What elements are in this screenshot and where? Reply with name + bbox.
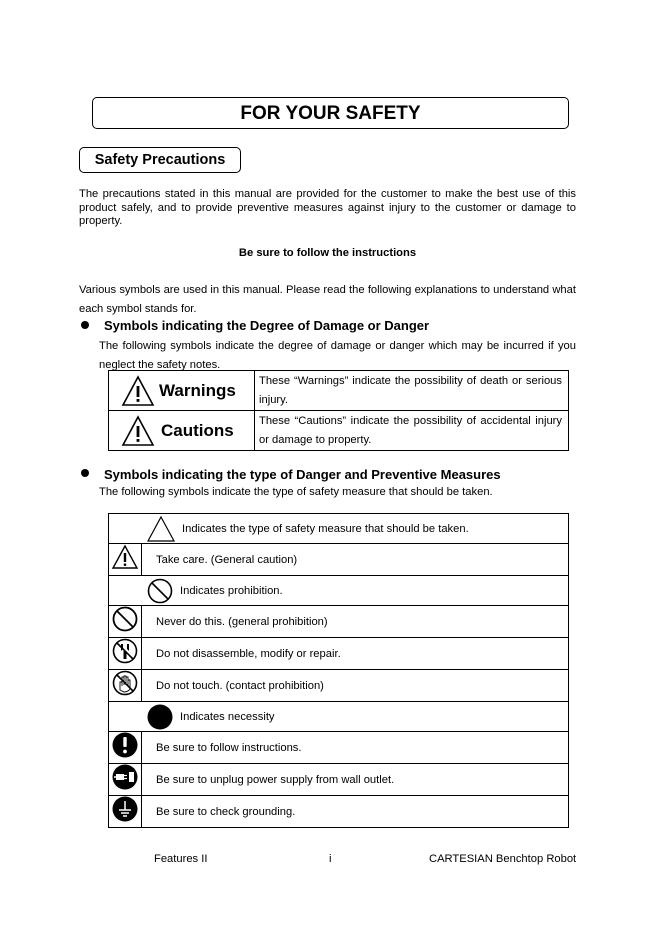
symbol-table: [108, 513, 569, 828]
table-row: [109, 796, 569, 828]
table-row: [109, 638, 569, 670]
page-title: FOR YOUR SAFETY: [92, 97, 569, 129]
table-row: [109, 606, 569, 638]
row-text: Be sure to check grounding.: [142, 796, 569, 828]
row-text: Indicates necessity: [180, 710, 275, 723]
row-text: Be sure to follow instructions.: [142, 732, 569, 764]
table-row: [109, 732, 569, 764]
triangle-outline-icon: [146, 515, 176, 543]
unplug-icon: [111, 764, 139, 790]
row-text: Do not disassemble, modify or repair.: [142, 638, 569, 670]
degree-heading: Symbols indicating the Degree of Damage or Danger: [104, 318, 430, 333]
grounding-icon: [111, 796, 139, 822]
table-row: [109, 514, 569, 544]
symbols-intro-paragraph: Various symbols are used in this manual. Please read the following explanations to understand what each symbol stands for.: [79, 284, 576, 315]
intro-paragraph: The precautions stated in this manual are provided for the customer to make the best use of this product safely, and to provide preventive measures against injury to the customer or damage to property.: [79, 188, 576, 227]
caution-triangle-icon: [121, 415, 155, 447]
footer-page-number: i: [329, 853, 332, 865]
no-disassembly-icon: [111, 638, 139, 664]
table-row: [109, 576, 569, 606]
type-heading: Symbols indicating the type of Danger and Preventive Measures: [104, 467, 501, 482]
general-caution-icon: [111, 544, 139, 570]
table-row: [109, 764, 569, 796]
cautions-label: Cautions: [161, 420, 234, 440]
row-text: Do not touch. (contact prohibition): [142, 670, 569, 702]
table-row: [109, 670, 569, 702]
bullet-icon: [81, 469, 89, 477]
warning-triangle-icon: [121, 375, 155, 407]
general-prohibition-icon: [111, 606, 139, 632]
footer-right: CARTESIAN Benchtop Robot: [429, 853, 577, 865]
warnings-label: Warnings: [159, 380, 236, 400]
no-touch-icon: [111, 670, 139, 696]
warnings-row: [109, 371, 569, 411]
row-text: Indicates prohibition.: [180, 584, 283, 597]
table-row: [109, 702, 569, 732]
row-text: Never do this. (general prohibition): [142, 606, 569, 638]
prohibition-outline-icon: [146, 578, 174, 604]
follow-heading: Be sure to follow the instructions: [238, 247, 417, 259]
row-text: Take care. (General caution): [142, 544, 569, 576]
degree-table: [108, 370, 569, 451]
type-text: The following symbols indicate the type of safety measure that should be taken.: [99, 486, 493, 498]
table-row: [109, 544, 569, 576]
cautions-description: These “Cautions” indicate the possibility of accidental injury or damage to property.: [259, 415, 562, 446]
warnings-description: These “Warnings” indicate the possibility of death or serious injury.: [259, 375, 562, 406]
filled-circle-icon: [146, 704, 174, 730]
cautions-row: [109, 411, 569, 451]
degree-text: The following symbols indicate the degree of damage or danger which may be incurred if you neglect the safety notes.: [99, 340, 576, 371]
footer-left: Features II: [154, 853, 208, 865]
bullet-icon: [81, 321, 89, 329]
row-text: Be sure to unplug power supply from wall outlet.: [142, 764, 569, 796]
row-text: Indicates the type of safety measure that should be taken.: [182, 522, 469, 535]
section-title: Safety Precautions: [79, 147, 241, 173]
mandatory-instruction-icon: [111, 732, 139, 758]
